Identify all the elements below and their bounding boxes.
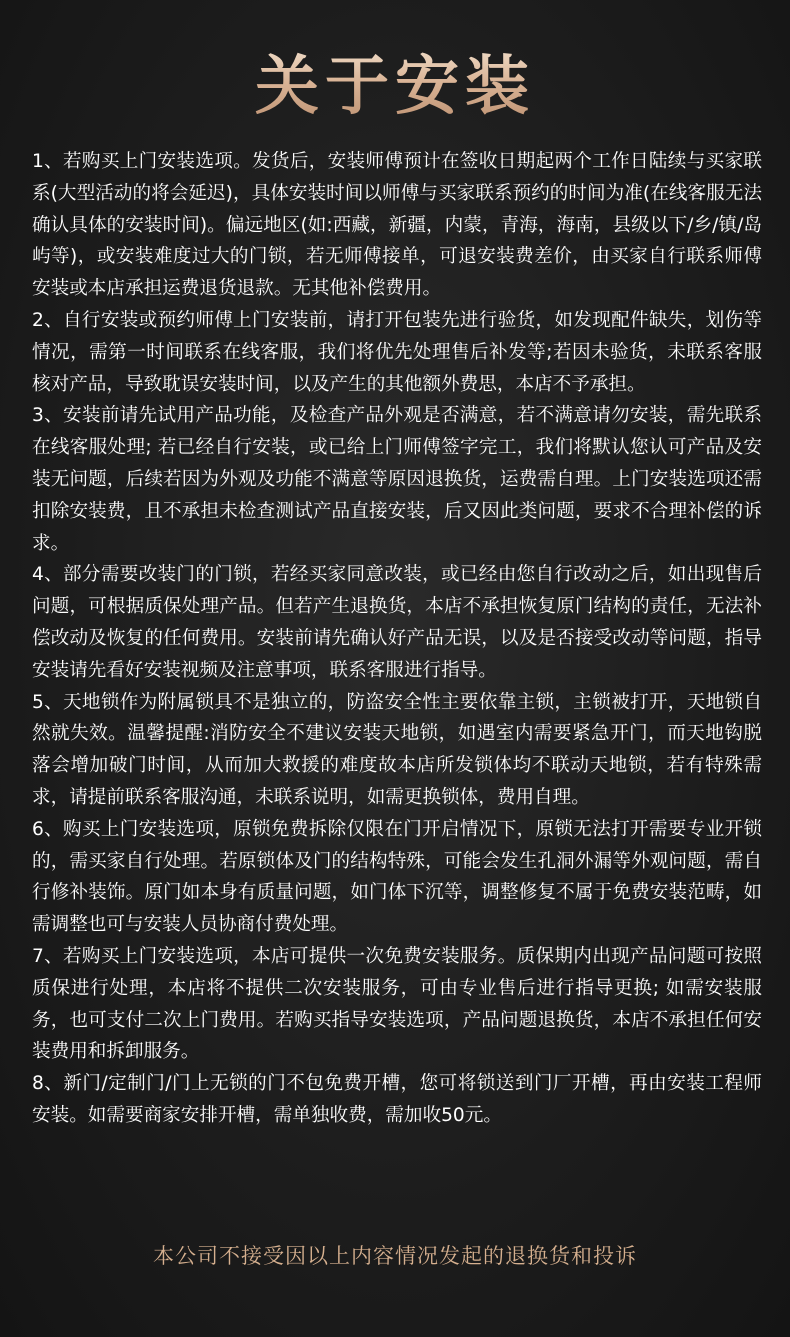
term-paragraph-5: 5、天地锁作为附属锁具不是独立的，防盗安全性主要依靠主锁，主锁被打开，天地锁自然就失效。温馨提醒:消防安全不建议安装天地锁，如遇室内需要紧急开门，而天地钩脱落会增加破门时间，从而加大救援的难度故本店所发锁体均不联动天地锁，若有特殊需求，请提前联系客服沟通，未联系说明，如需更换锁体，费用自理。 [32,691,762,808]
term-paragraph-8: 8、新门/定制门/门上无锁的门不包免费开槽，您可将锁送到门厂开槽，再由安装工程师安装。如需要商家安排开槽，需单独收费，需加收50元。 [32,1073,762,1126]
term-paragraph-7: 7、若购买上门安装选项，本店可提供一次免费安装服务。质保期内出现产品问题可按照质保进行处理，本店将不提供二次安装服务，可由专业售后进行指导更换; 如需安装服务，也可支付二次上门费用。若购买指导安装选项，产品问题退换货，本店不承担任何安装费用和拆卸服务。 [32,945,762,1063]
term-paragraph-1: 1、若购买上门安装选项。发货后，安装师傅预计在签收日期起两个工作日陆续与买家联系(大型活动的将会延迟)，具体安装时间以师傅与买家联系预约的时间为准(在线客服无法确认具体的安装时间)。偏远地区(如:西藏，新疆，内蒙，青海，海南，县级以下/乡/镇/岛屿等)，或安装难度过大的门锁，若无师傅接单，可退安装费差价，由买家自行联系师傅安装或本店承担运费退货退款。无其他补偿费用。 [32,151,762,300]
page-title: 关于安装 [0,42,790,132]
term-paragraph-4: 4、部分需要改装门的门锁，若经买家同意改装，或已经由您自行改动之后，如出现售后问题，可根据质保处理产品。但若产生退换货，本店不承担恢复原门结构的责任，无法补偿改动及恢复的任何费用。安装前请先确认好产品无误，以及是否接受改动等问题，指导安装请先看好安装视频及注意事项，联系客服进行指导。 [32,564,762,681]
term-paragraph-3: 3、安装前请先试用产品功能，及检查产品外观是否满意，若不满意请勿安装，需先联系在线客服处理; 若已经自行安装，或已给上门师傅签字完工，我们将默认您认可产品及安装无问题，后续若因为外观及功能不满意等原因退换货，运费需自理。上门安装选项还需扣除安装费，且不承担未检查测试产品直接安装，后又因此类问题，要求不合理补偿的诉求。 [32,405,762,554]
installation-terms [32,146,762,1132]
term-paragraph-2: 2、自行安装或预约师傅上门安装前，请打开包装先进行验货，如发现配件缺失，划伤等情况，需第一时间联系在线客服，我们将优先处理售后补发等;若因未验货，未联系客服核对产品，导致耽误安装时间，以及产生的其他额外费思，本店不予承担。 [32,309,762,395]
term-paragraph-6: 6、购买上门安装选项，原锁免费拆除仅限在门开启情况下，原锁无法打开需要专业开锁的，需买家自行处理。若原锁体及门的结构特殊，可能会发生孔洞外漏等外观问题，需自行修补装饰。原门如本身有质量问题，如门体下沉等，调整修复不属于免费安装范畴，如需调整也可与安装人员协商付费处理。 [32,818,762,936]
disclaimer-note: 本公司不接受因以上内容情况发起的退换货和投诉 [153,1244,637,1268]
